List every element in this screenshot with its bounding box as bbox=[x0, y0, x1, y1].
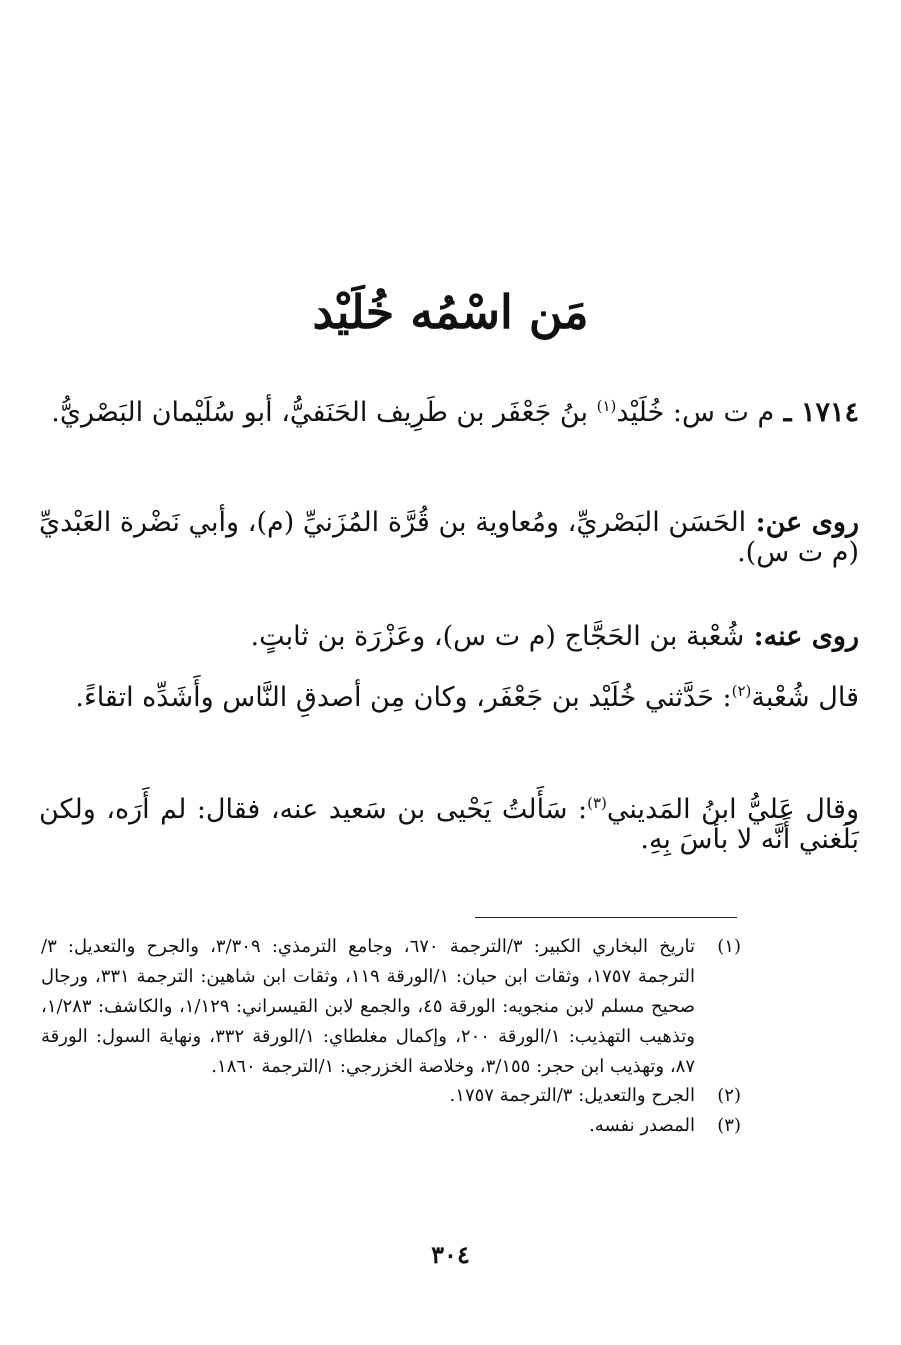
narrated-from-paragraph bbox=[39, 508, 859, 568]
footnote-ref-1[interactable]: (١) bbox=[596, 397, 617, 415]
footnote-separator bbox=[475, 917, 737, 918]
entry-paragraph bbox=[39, 398, 859, 428]
footnote-number: (٢) bbox=[717, 1085, 741, 1107]
shuba-quote-text: : حَدَّثني خُلَيْد بن جَعْفَر، وكان مِن أصدقِ النَّاس وأَشَدِّه اتقاءً. bbox=[75, 682, 732, 713]
page-number: ٣٠٤ bbox=[431, 1240, 470, 1269]
footnote-text: الجرح والتعديل: ٣/الترجمة ١٧٥٧. bbox=[449, 1085, 695, 1107]
footnote-1 bbox=[41, 932, 741, 1081]
footnote-3 bbox=[41, 1111, 741, 1141]
entry-name: خُلَيْد bbox=[616, 397, 665, 428]
footnote-text: المصدر نفسه. bbox=[589, 1115, 695, 1137]
madini-quote-intro: وقال عَليُّ ابنُ المَديني bbox=[606, 794, 859, 825]
footnote-ref-2[interactable]: (٢) bbox=[731, 682, 752, 700]
narrated-by-text: شُعْبة بن الحَجَّاج (م ت س)، وعَزْرَة بن ثابتٍ. bbox=[250, 621, 745, 652]
shuba-quote-paragraph bbox=[39, 683, 859, 713]
footnote-number: (١) bbox=[717, 936, 741, 957]
footnote-2 bbox=[41, 1081, 741, 1111]
madini-quote-text: : سَأَلتُ يَحْيى بن سَعيد عنه، فقال: لم أَرَه، ولكن بَلَغني أَنَّه لا بأسَ بِهِ. bbox=[39, 794, 859, 856]
shuba-quote-intro: قال شُعْبة bbox=[751, 682, 859, 713]
section-heading: مَن اسْمُه خُلَيْد bbox=[312, 285, 589, 339]
footnote-text: تاريخ البخاري الكبير: ٣/الترجمة ٦٧٠، وجامع الترمذي: ٣/٣٠٩، والجرح والتعديل: ٣/الترجمة ١٧٥٧، وثقات ابن حبان: ١/الورقة ١١٩، وثقات ابن شاهين: الترجمة ٣٣١، ورجال صحيح مسلم لابن منجويه: الورقة ٤٥، والجمع لابن القيسراني: ١/١٢٩، والكاشف: ١/٢٨٣، وتذهيب التهذيب: ١/الورقة ٢٠٠، وإكمال مغلطاي: ١/الورقة ٣٣٢، ونهاية السول: الورقة ٨٧، وتهذيب ابن حجر: ٣/١٥٥، وخلاصة الخزرجي: ١/الترجمة ١٨٦٠. bbox=[41, 936, 696, 1077]
entry-text: بنُ جَعْفَر بن طَرِيف الحَنَفيُّ، أبو سُلَيْمان البَصْريُّ. bbox=[51, 397, 597, 428]
entry-dash: ـ bbox=[774, 397, 801, 428]
footnote-number: (٣) bbox=[717, 1115, 741, 1137]
narrated-from-text: الحَسَن البَصْريِّ، ومُعاوية بن قُرَّة المُزَنيِّ (م)، وأبي نَضْرة العَبْديِّ (م ت س). bbox=[39, 507, 859, 569]
narrated-by-paragraph bbox=[39, 622, 859, 652]
entry-number: ١٧١٤ bbox=[800, 397, 859, 428]
footnotes bbox=[41, 932, 741, 1141]
footnote-ref-3[interactable]: (٣) bbox=[587, 794, 607, 812]
entry-codes: م ت س: bbox=[664, 397, 775, 428]
narrated-from-label: روى عن: bbox=[746, 507, 859, 538]
madini-quote-paragraph bbox=[39, 795, 859, 855]
narrated-by-label: روى عنه: bbox=[744, 621, 859, 652]
